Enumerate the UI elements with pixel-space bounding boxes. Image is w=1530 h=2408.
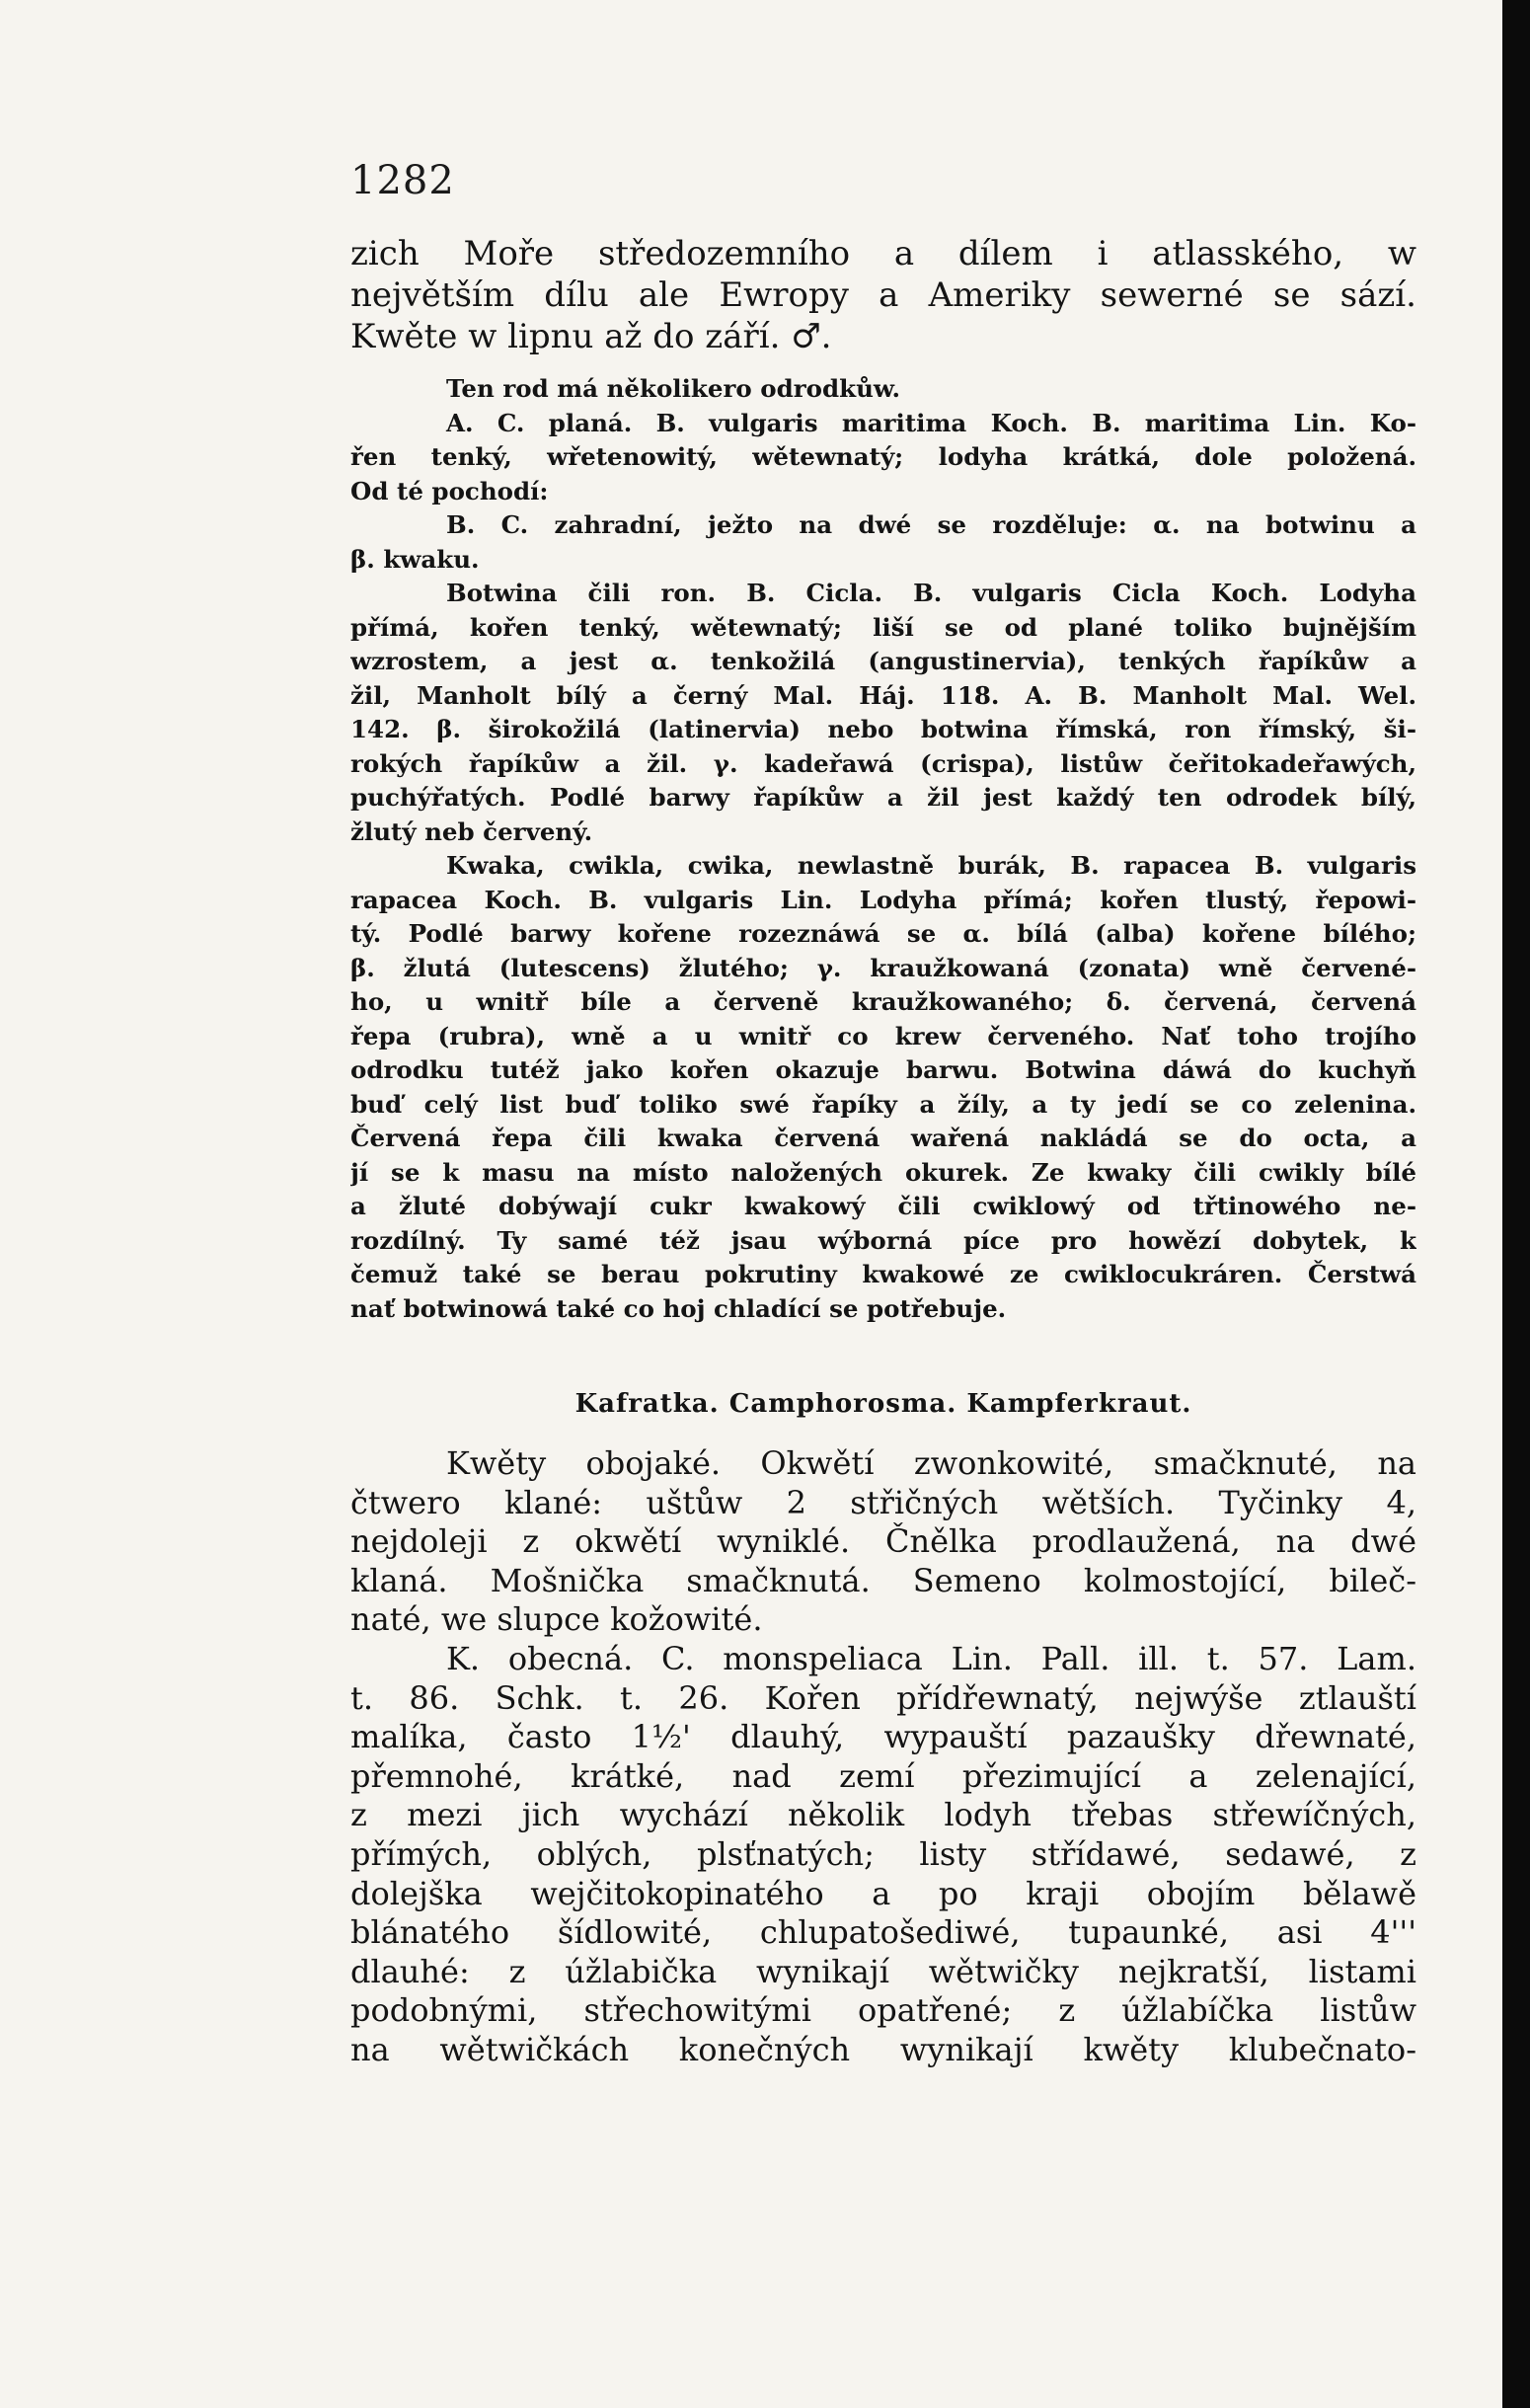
- text-line: Kwěty obojaké. Okwětí zwonkowité, smačknuté, na: [446, 1444, 1416, 1482]
- text-line: B. C. zahradní, ježto na dwé se rozděluje: α. na botwinu a: [446, 510, 1416, 539]
- text-line: nejdoleji z okwětí wyniklé. Čnělka prodlaužená, na dwé: [350, 1522, 1416, 1561]
- text-line: t. 86. Schk. t. 26. Kořen přídřewnatý, nejwýše ztlauští: [350, 1678, 1416, 1717]
- text-line: klaná. Mošnička smačknutá. Semeno kolmostojící, bileč-: [350, 1561, 1416, 1599]
- text-line: wzrostem, a jest α. tenkožilá (angustinervia), tenkých řapíkůw a: [350, 647, 1416, 675]
- text-line: puchýřatých. Podlé barwy řapíkůw a žil jest každý ten odrodek bílý,: [350, 783, 1416, 812]
- text-line: ho, u wnitř bíle a červeně kraužkowaného; δ. červená, červená: [350, 987, 1416, 1016]
- text-line: dolejška wejčitokopinatého a po kraji obojím bělawě: [350, 1874, 1416, 1912]
- text-line: přímá, kořen tenký, wětewnatý; liší se od plané toliko bujnějším: [350, 612, 1416, 642]
- text-line: podobnými, střechowitými opatřené; z úžlabíčka listůw: [350, 1991, 1416, 2030]
- text-line: řen tenký, wřetenowitý, wětewnatý; lodyha krátká, dole položená.: [350, 442, 1416, 471]
- genus-description: [350, 1444, 1416, 2070]
- scan-border: [1502, 0, 1530, 2408]
- text-line: tý. Podlé barwy kořene rozeznáwá se α. bílá (alba) kořene bílého;: [350, 919, 1416, 948]
- text-line: odrodku tutéž jako kořen okazuje barwu. Botwina dáwá do kuchyň: [350, 1055, 1416, 1084]
- text-line: jí se k masu na místo naložených okurek. Ze kwaky čili cwikly bílé: [350, 1157, 1416, 1187]
- text-line: žlutý neb červený.: [350, 816, 593, 846]
- text-line: a žluté dobýwají cukr kwakowý čili cwiklowý od třtinowého ne-: [350, 1192, 1416, 1220]
- text-line: 142. β. širokožilá (latinervia) nebo botwina římská, ron římský, ši-: [350, 715, 1416, 743]
- text-line: řepa (rubra), wně a u wnitř co krew červeného. Nať toho trojího: [350, 1021, 1416, 1050]
- text-line: rokých řapíkůw a žil. γ. kadeřawá (crispa), listůw čeřitokadeřawých,: [350, 748, 1416, 778]
- text-line: Od té pochodí:: [350, 476, 549, 505]
- text-line: naté, we slupce kožowité.: [350, 1600, 763, 1639]
- text-line: přímých, oblých, plsťnatých; listy střídawé, sedawé, z: [350, 1834, 1416, 1873]
- text-line: Kwaka, cwikla, cwika, newlastně burák, B. rapacea B. vulgaris: [446, 851, 1416, 880]
- text-line: rapacea Koch. B. vulgaris Lin. Lodyha přímá; kořen tlustý, řepowi-: [350, 885, 1416, 914]
- text-line: přemnohé, krátké, nad zemí přezimující a zelenající,: [350, 1756, 1416, 1795]
- section-heading: Kafratka. Camphorosma. Kampferkraut.: [574, 1389, 1192, 1419]
- text-line: β. žlutá (lutescens) žlutého; γ. kraužkowaná (zonata) wně červené-: [350, 953, 1416, 982]
- page-number: 1282: [350, 158, 455, 203]
- text-line: blánatého šídlowité, chlupatošediwé, tupaunké, asi 4''': [350, 1913, 1416, 1952]
- text-line: Ten rod má několikero odrodkůw.: [446, 374, 901, 403]
- text-line: rozdílný. Ty samé též jsau wýborná píce pro howězí dobytek, k: [350, 1225, 1416, 1255]
- text-line: β. kwaku.: [350, 544, 480, 574]
- variety-notes: [350, 372, 1416, 1326]
- text-line: zich Moře středozemního a dílem i atlasského, w: [350, 234, 1416, 273]
- text-line: buď celý list buď toliko swé řapíky a žíly, a ty jedí se co zelenina.: [350, 1089, 1416, 1119]
- text-line: čemuž také se berau pokrutiny kwakowé ze cwiklocukráren. Čerstwá: [350, 1260, 1416, 1288]
- text-line: čtwero klané: uštůw 2 střičných wětších. Tyčinky 4,: [350, 1483, 1416, 1521]
- text-line: Červená řepa čili kwaka červená wařená nakládá se do octa, a: [350, 1124, 1416, 1152]
- text-line: Kwěte w lipnu až do září. ♂.: [350, 317, 832, 356]
- text-line: K. obecná. C. monspeliaca Lin. Pall. ill. t. 57. Lam.: [446, 1639, 1416, 1677]
- text-line: A. C. planá. B. vulgaris maritima Koch. B. maritima Lin. Ko-: [446, 408, 1416, 437]
- text-line: na wětwičkách konečných wynikají kwěty klubečnato-: [350, 2030, 1416, 2068]
- text-line: z mezi jich wychází několik lodyh třebas střewíčných,: [350, 1796, 1416, 1834]
- text-line: největším dílu ale Ewropy a Ameriky sewerné se sází.: [350, 275, 1416, 315]
- text-line: dlauhé: z úžlabička wynikají wětwičky nejkratší, listami: [350, 1952, 1416, 1990]
- text-line: žil, Manholt bílý a černý Mal. Háj. 118. A. B. Manholt Mal. Wel.: [350, 680, 1416, 710]
- text-line: nať botwinowá také co hoj chladící se potřebuje.: [350, 1293, 1007, 1323]
- intro-paragraph: [350, 233, 1416, 357]
- text-line: Botwina čili ron. B. Cicla. B. vulgaris Cicla Koch. Lodyha: [446, 579, 1416, 607]
- text-line: malíka, často 1½' dlauhý, wypauští pazaušky dřewnaté,: [350, 1718, 1416, 1756]
